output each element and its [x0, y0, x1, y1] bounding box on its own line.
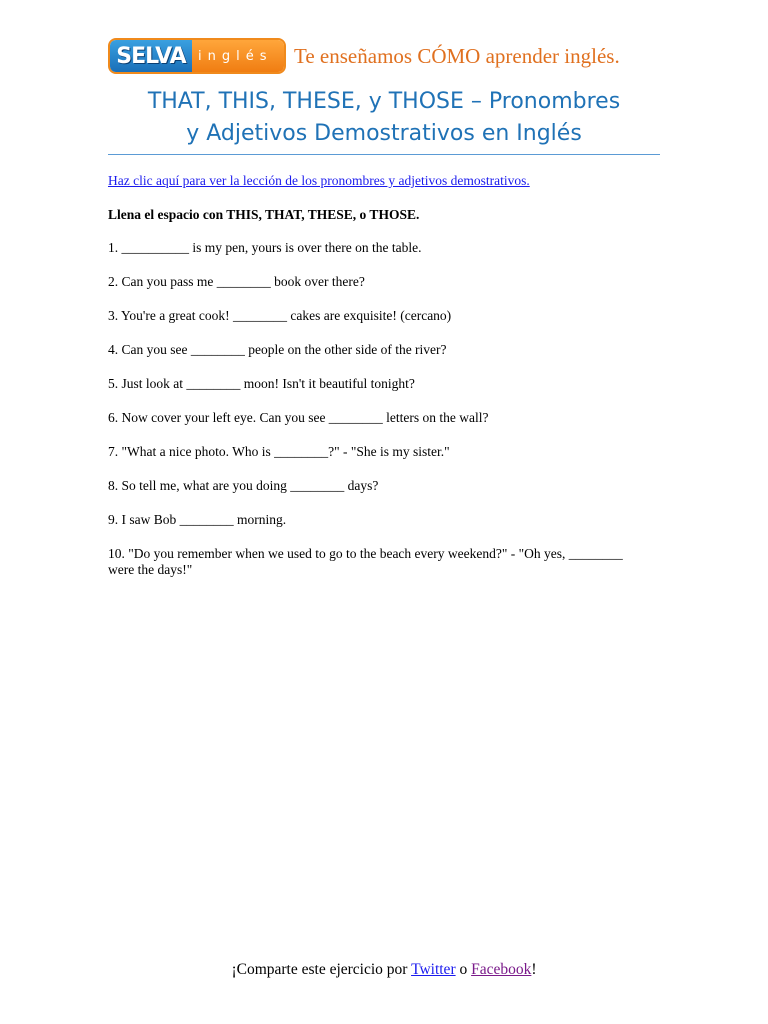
title-line-1: THAT, THIS, THESE, y THOSE – Pronombres	[147, 89, 621, 114]
logo-ingles-text: inglés	[192, 40, 284, 72]
exercise-item-8: 8. So tell me, what are you doing ________ days?	[108, 478, 379, 493]
facebook-link[interactable]: Facebook	[471, 961, 532, 978]
header	[108, 38, 620, 74]
exercise-item-3: 3. You're a great cook! ________ cakes are exquisite! (cercano)	[108, 308, 452, 323]
exercise-item-7: 7. "What a nice photo. Who is ________?" - "She is my sister."	[108, 444, 450, 459]
page-title	[108, 86, 660, 150]
tagline: Te enseñamos CÓMO aprender inglés.	[294, 43, 620, 68]
exercise-item-9: 9. I saw Bob ________ morning.	[108, 512, 287, 527]
exercise-item-6: 6. Now cover your left eye. Can you see ________ letters on the wall?	[108, 410, 489, 425]
share-footer	[0, 961, 768, 979]
selva-ingles-logo[interactable]	[108, 38, 286, 74]
title-divider	[108, 154, 660, 155]
share-suffix: !	[531, 961, 537, 978]
exercise-item-4: 4. Can you see ________ people on the other side of the river?	[108, 342, 447, 357]
twitter-link[interactable]: Twitter	[411, 961, 456, 978]
share-middle: o	[455, 961, 472, 978]
exercise-item-1: 1. __________ is my pen, yours is over there on the table.	[108, 240, 422, 255]
exercise-item-2: 2. Can you pass me ________ book over there?	[108, 274, 365, 289]
title-line-2: y Adjetivos Demostrativos en Inglés	[186, 121, 582, 146]
exercise-instructions: Llena el espacio con THIS, THAT, THESE, o THOSE.	[108, 207, 420, 222]
lesson-link[interactable]: Haz clic aquí para ver la lección de los pronombres y adjetivos demostrativos.	[108, 173, 530, 188]
exercise-item-5: 5. Just look at ________ moon! Isn't it beautiful tonight?	[108, 376, 415, 391]
exercise-item-10: 10. "Do you remember when we used to go to the beach every weekend?" - "Oh yes, ________ were the days!"	[108, 546, 623, 577]
exercise-list	[108, 240, 668, 578]
logo-selva-text: SELVA	[110, 40, 192, 72]
share-prefix: ¡Comparte este ejercicio por	[231, 961, 412, 978]
